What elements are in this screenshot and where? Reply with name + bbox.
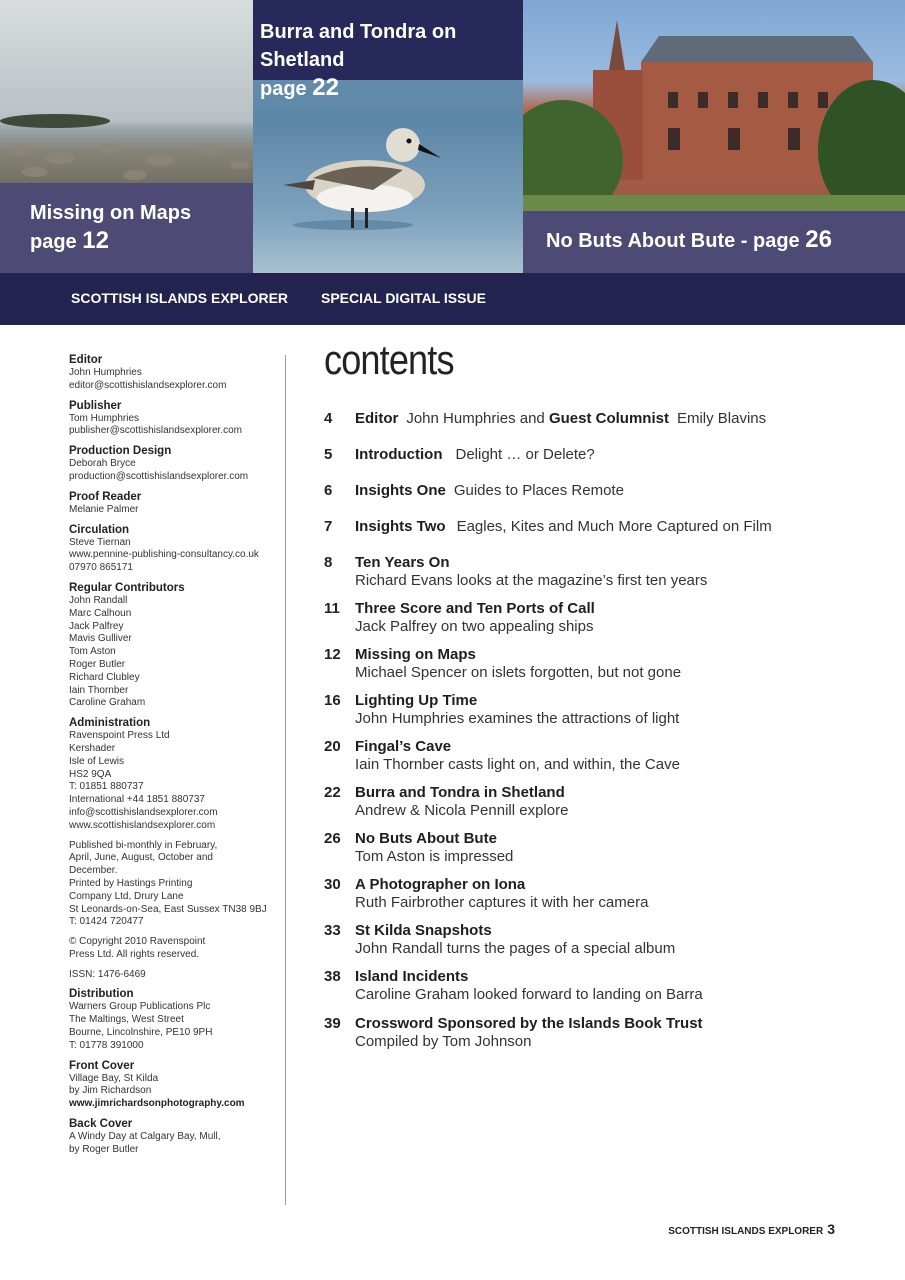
entry-title: Ten Years On <box>355 554 450 571</box>
page-footer <box>668 1221 835 1237</box>
circulation-phone: 07970 865171 <box>69 562 133 574</box>
back-cover-caption: A Windy Day at Calgary Bay, Mull, <box>69 1131 221 1143</box>
circulation-heading: Circulation <box>69 523 130 536</box>
printed-line: Company Ltd, Drury Lane <box>69 890 184 902</box>
entry-description: John Randall turns the pages of a special album <box>355 940 676 957</box>
entry-title: Three Score and Ten Ports of Call <box>355 600 595 617</box>
admin-website[interactable]: www.scottishislandsexplorer.com <box>69 819 216 831</box>
admin-line: Isle of Lewis <box>69 755 125 767</box>
production-email[interactable]: production@scottishislandsexplorer.com <box>69 470 249 482</box>
published-line: Published bi-monthly in February, <box>69 839 218 851</box>
caption-no-buts-about-bute[interactable] <box>523 211 905 273</box>
circulation-name: Steve Tiernan <box>69 536 131 548</box>
entry-page: 11 <box>324 600 340 617</box>
contributor-name: Tom Aston <box>69 646 116 658</box>
printed-line: Printed by Hastings Printing <box>69 877 193 889</box>
caption-title: No Buts About Bute - page <box>546 230 806 252</box>
caption-page-number: 26 <box>805 226 832 253</box>
distribution-line: Bourne, Lincolnshire, PE10 9PH <box>69 1027 213 1039</box>
entry-title-secondary: Guest Columnist <box>548 410 669 427</box>
entry-description: John Humphries examines the attractions of light <box>355 710 680 727</box>
entry-title: Island Incidents <box>355 968 469 985</box>
administration-heading: Administration <box>69 717 151 730</box>
distribution-line: Warners Group Publications Plc <box>69 1001 211 1013</box>
editor-email[interactable]: editor@scottishislandsexplorer.com <box>69 379 227 391</box>
published-line: April, June, August, October and <box>69 852 213 864</box>
publisher-name: Tom Humphries <box>69 412 140 424</box>
caption-title: Missing on Maps <box>30 202 192 224</box>
entry-title: No Buts About Bute <box>355 830 497 847</box>
contents-title: contents <box>324 336 454 383</box>
issue-label: SPECIAL DIGITAL ISSUE <box>321 290 486 306</box>
entry-page: 22 <box>324 784 341 801</box>
hero-banner <box>0 0 905 273</box>
back-cover-credit: by Roger Butler <box>69 1143 139 1155</box>
caption-page-number: 12 <box>82 227 109 254</box>
printed-line: T: 01424 720477 <box>69 916 144 928</box>
entry-title: Insights One <box>355 482 446 499</box>
copyright-line: Press Ltd. All rights reserved. <box>69 948 200 960</box>
entry-title: Missing on Maps <box>355 646 476 663</box>
caption-page-label: page <box>30 231 83 253</box>
contributor-name: Iain Thornber <box>69 684 129 696</box>
entry-page: 33 <box>324 922 341 939</box>
distribution-line: T: 01778 391000 <box>69 1039 144 1051</box>
front-cover-caption: Village Bay, St Kilda <box>69 1072 159 1084</box>
issn: ISSN: 1476-6469 <box>69 968 146 980</box>
entry-page: 4 <box>324 410 333 427</box>
entry-description: Richard Evans looks at the magazine’s first ten years <box>355 572 708 589</box>
copyright-line: © Copyright 2010 Ravenspoint <box>69 936 206 948</box>
entry-title: Introduction <box>355 446 443 463</box>
entry-title: Lighting Up Time <box>355 692 478 709</box>
publisher-email[interactable]: publisher@scottishislandsexplorer.com <box>69 425 243 437</box>
caption-burra-and-tondra[interactable] <box>253 0 523 101</box>
editor-name: John Humphries <box>69 367 142 378</box>
entry-page: 12 <box>324 646 341 663</box>
contributors-heading: Regular Contributors <box>69 581 185 594</box>
entry-page: 38 <box>324 968 341 985</box>
printed-line: St Leonards-on-Sea, East Sussex TN38 9BJ <box>69 903 267 915</box>
front-cover-credit: by Jim Richardson <box>69 1085 152 1097</box>
entry-title: Insights Two <box>355 518 446 535</box>
entry-page: 26 <box>324 830 341 847</box>
distribution-line: The Maltings, West Street <box>69 1014 184 1026</box>
entry-name: John Humphries and <box>406 410 549 427</box>
contributor-name: Caroline Graham <box>69 697 146 709</box>
caption-page-label: page <box>260 78 313 100</box>
entry-page: 20 <box>324 738 341 755</box>
admin-line: T: 01851 880737 <box>69 781 144 793</box>
entry-title: Editor <box>355 410 399 427</box>
caption-title: Burra and Tondra on Shetland <box>260 21 457 71</box>
front-cover-website[interactable]: www.jimrichardsonphotography.com <box>69 1098 245 1110</box>
contributor-name: Richard Clubley <box>69 671 140 683</box>
entry-page: 8 <box>324 554 333 571</box>
entry-title: Crossword Sponsored by the Islands Book Trust <box>355 1015 703 1032</box>
entry-name: Emily Blavins <box>676 410 767 427</box>
published-line: December. <box>69 865 118 877</box>
entry-description: Guides to Places Remote <box>453 482 624 499</box>
entry-description: Michael Spencer on islets forgotten, but not gone <box>355 664 682 681</box>
contributor-name: Mavis Gulliver <box>69 633 132 645</box>
caption-missing-on-maps[interactable] <box>0 183 253 273</box>
proof-heading: Proof Reader <box>69 490 142 503</box>
entry-title: Fingal’s Cave <box>355 738 452 755</box>
production-name: Deborah Bryce <box>69 458 136 470</box>
entry-description: Caroline Graham looked forward to landing on Barra <box>355 986 703 1003</box>
admin-line: Kershader <box>69 742 116 754</box>
contributor-name: John Randall <box>69 594 128 606</box>
entry-description: Tom Aston is impressed <box>355 848 514 865</box>
entry-title: St Kilda Snapshots <box>355 922 492 939</box>
publisher-heading: Publisher <box>69 399 122 412</box>
distribution-heading: Distribution <box>69 988 134 1001</box>
entry-page: 6 <box>324 482 333 499</box>
entry-page: 39 <box>324 1015 341 1032</box>
issue-band <box>0 273 905 325</box>
contributor-name: Jack Palfrey <box>69 620 124 632</box>
proof-name: Melanie Palmer <box>69 503 139 515</box>
entry-description: Eagles, Kites and Much More Captured on Film <box>456 518 772 535</box>
entry-title: Burra and Tondra in Shetland <box>355 784 565 801</box>
magazine-name: SCOTTISH ISLANDS EXPLORER <box>71 290 289 306</box>
admin-line: International +44 1851 880737 <box>69 794 205 806</box>
front-cover-heading: Front Cover <box>69 1059 135 1072</box>
entry-description: Iain Thornber casts light on, and within, the Cave <box>355 756 680 773</box>
contributor-name: Roger Butler <box>69 658 126 670</box>
footer-magazine-name: SCOTTISH ISLANDS EXPLORER <box>668 1226 824 1237</box>
caption-page-number: 22 <box>312 74 339 101</box>
entry-description: Delight … or Delete? <box>455 446 595 463</box>
entry-description: Andrew & Nicola Pennill explore <box>355 802 569 819</box>
entry-page: 30 <box>324 876 341 893</box>
masthead-sidebar <box>69 353 281 1157</box>
circulation-website[interactable]: www.pennine-publishing-consultancy.co.uk <box>69 549 259 561</box>
admin-email[interactable]: info@scottishislandsexplorer.com <box>69 806 218 818</box>
entry-page: 5 <box>324 446 333 463</box>
admin-line: HS2 9QA <box>69 768 112 780</box>
editor-heading: Editor <box>69 354 103 366</box>
contributor-name: Marc Calhoun <box>69 607 132 619</box>
entry-description: Jack Palfrey on two appealing ships <box>355 618 594 635</box>
entry-page: 7 <box>324 518 333 535</box>
column-divider <box>285 355 286 1205</box>
page-number: 3 <box>827 1221 835 1237</box>
entry-title: A Photographer on Iona <box>355 876 526 893</box>
entry-description: Compiled by Tom Johnson <box>355 1033 532 1050</box>
back-cover-heading: Back Cover <box>69 1118 133 1131</box>
entry-page: 16 <box>324 692 341 709</box>
production-heading: Production Design <box>69 445 172 458</box>
admin-line: Ravenspoint Press Ltd <box>69 730 170 742</box>
entry-description: Ruth Fairbrother captures it with her camera <box>355 894 649 911</box>
